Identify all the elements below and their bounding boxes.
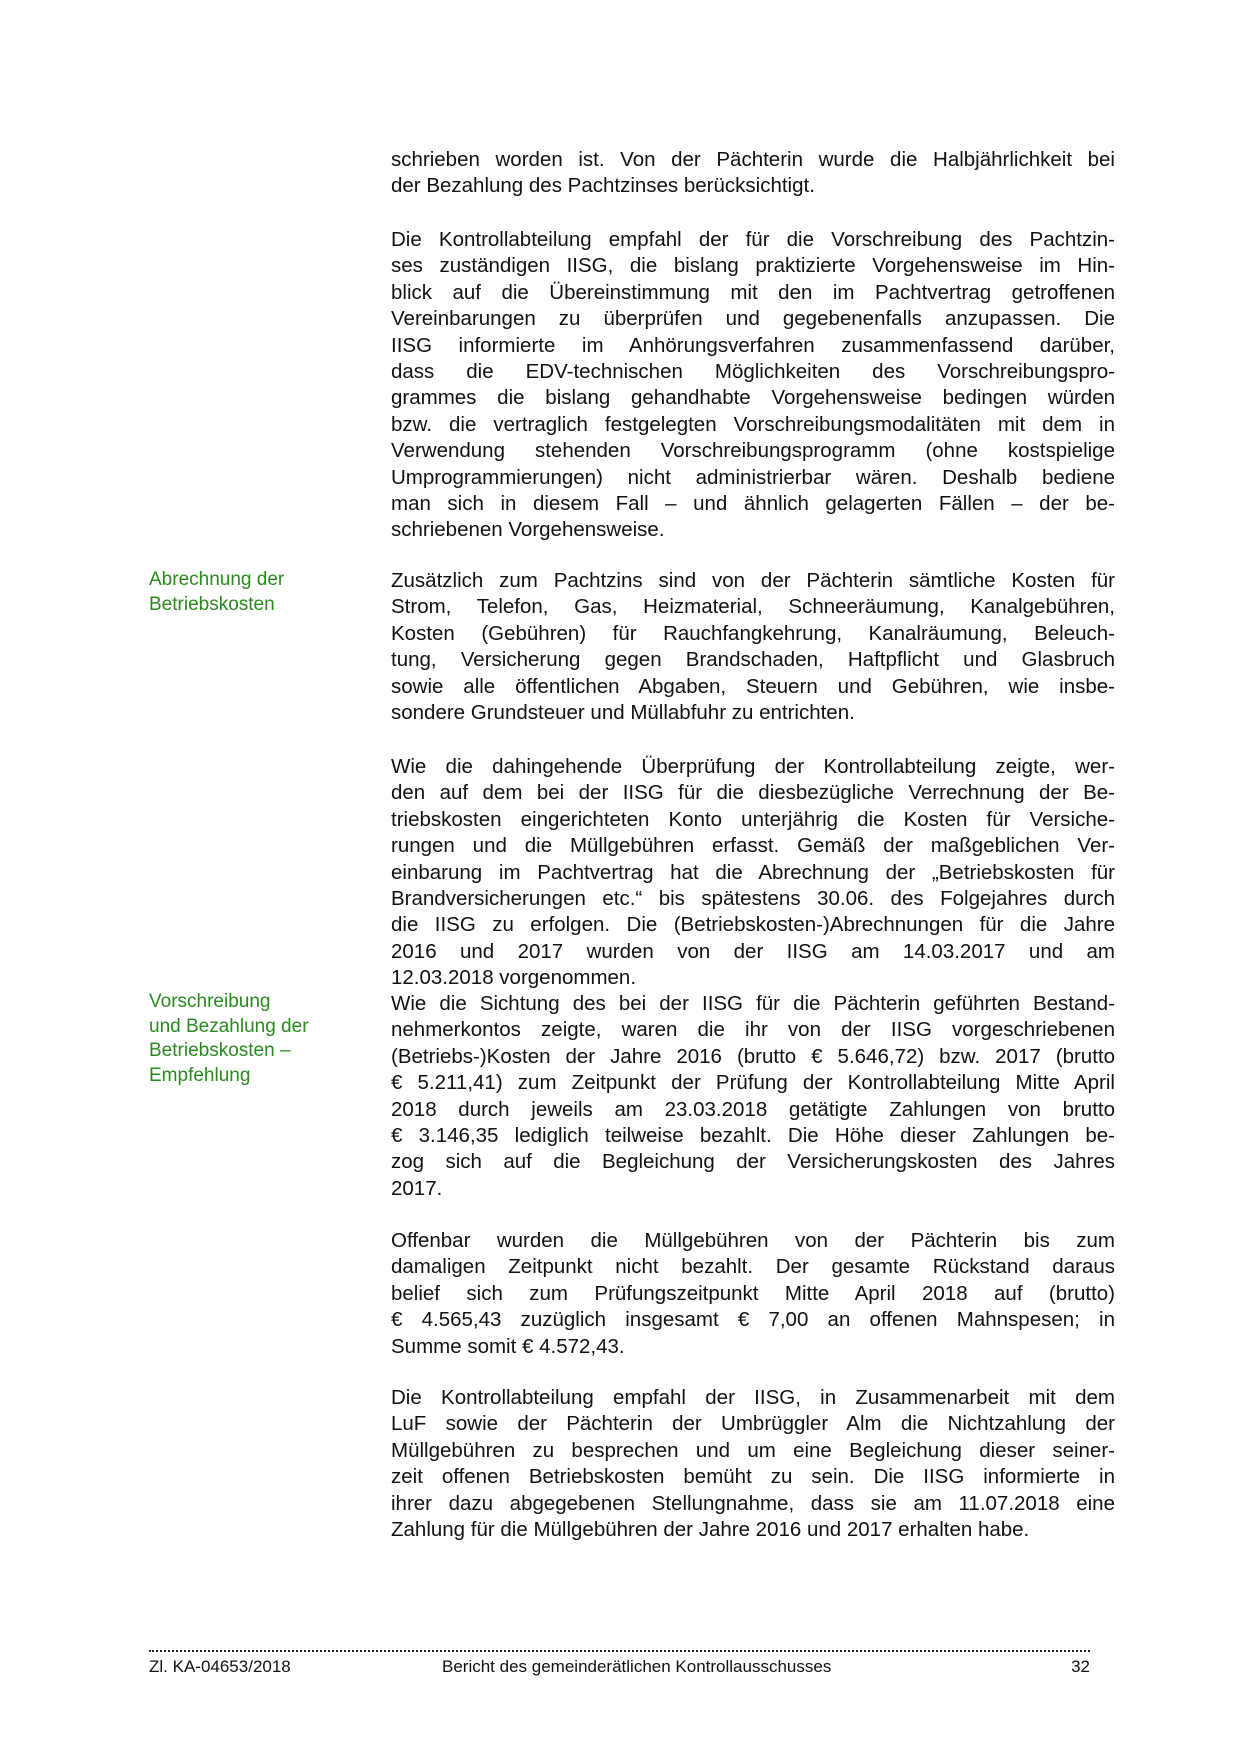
text-line: Müllgebühren zu besprechen und um eine Begleichung dieser seiner- (391, 1438, 1115, 1462)
text-line: Verwendung stehenden Vorschreibungsprogramm (ohne kostspielige (391, 439, 1115, 463)
text-line: schriebenen Vorgehensweise. (391, 518, 665, 542)
text-line: ses zuständigen IISG, die bislang praktizierte Vorgehensweise im Hin- (391, 254, 1115, 278)
text-line: Summe somit € 4.572,43. (391, 1334, 625, 1358)
text-line: zeit offenen Betriebskosten bemüht zu sein. Die IISG informierte in (391, 1465, 1115, 1489)
text-line: Die Kontrollabteilung empfahl der IISG, in Zusammenarbeit mit dem (391, 1386, 1115, 1409)
text-line: Wie die Sichtung des bei der IISG für die Pächterin geführten Bestand- (391, 992, 1115, 1015)
side-label-betriebskosten (149, 568, 284, 617)
text-line: dass die EDV-technischen Möglichkeiten des Vorschreibungspro- (391, 359, 1115, 383)
side-label-vorschreibung (149, 990, 309, 1088)
text-line: blick auf die Übereinstimmung mit den im Pachtvertrag getroffenen (391, 280, 1115, 304)
text-line: tung, Versicherung gegen Brandschaden, Haftpflicht und Glasbruch (391, 648, 1115, 672)
paragraph (391, 1385, 1115, 1543)
text-line: Zusätzlich zum Pachtzins sind von der Pächterin sämtliche Kosten für (391, 569, 1115, 592)
paragraph (391, 1228, 1115, 1360)
footer-divider (149, 1640, 1090, 1652)
text-line: triebskosten eingerichteten Konto unterjährig die Kosten für Versiche- (391, 807, 1115, 831)
paragraph (391, 227, 1115, 544)
text-line: Zahlung für die Müllgebühren der Jahre 2016 und 2017 erhalten habe. (391, 1517, 1030, 1541)
paragraph (391, 991, 1115, 1202)
text-line: sondere Grundsteuer und Müllabfuhr zu entrichten. (391, 700, 855, 724)
text-line: die IISG zu erfolgen. Die (Betriebskosten-)Abrechnungen für die Jahre (391, 913, 1115, 937)
text-line: einbarung im Pachtvertrag hat die Abrechnung der „Betriebskosten für (391, 860, 1115, 884)
text-line: 2018 durch jeweils am 23.03.2018 getätigte Zahlungen von brutto (391, 1097, 1115, 1121)
text-line: Offenbar wurden die Müllgebühren von der Pächterin bis zum (391, 1229, 1115, 1252)
text-line: grammes die bislang gehandhabte Vorgehensweise bedingen würden (391, 386, 1115, 410)
side-label-line: Abrechnung der (149, 569, 285, 590)
text-line: 2016 und 2017 wurden von der IISG am 14.03.2017 und am (391, 939, 1115, 963)
text-line: rungen und die Müllgebühren erfasst. Gemäß der maßgeblichen Ver- (391, 834, 1115, 858)
text-line: Kosten (Gebühren) für Rauchfangkehrung, Kanalräumung, Beleuch- (391, 621, 1115, 645)
side-label-line: Betriebskosten (149, 593, 275, 615)
text-line: € 5.211,41) zum Zeitpunkt der Prüfung der Kontrollabteilung Mitte April (391, 1071, 1115, 1095)
text-line: Die Kontrollabteilung empfahl der für die Vorschreibung des Pachtzin- (391, 228, 1115, 251)
text-line: belief sich zum Prüfungszeitpunkt Mitte April 2018 auf (brutto) (391, 1281, 1115, 1305)
paragraph (391, 568, 1115, 726)
text-line: (Betriebs-)Kosten der Jahre 2016 (brutto € 5.646,72) bzw. 2017 (brutto (391, 1044, 1115, 1068)
text-line: Wie die dahingehende Überprüfung der Kontrollabteilung zeigte, wer- (391, 755, 1115, 778)
side-label-line: Vorschreibung (149, 991, 271, 1012)
footer-title: Bericht des gemeinderätlichen Kontrollausschusses (442, 1657, 832, 1676)
footer-reference: Zl. KA-04653/2018 (149, 1657, 291, 1676)
text-line: LuF sowie der Pächterin der Umbrüggler Alm die Nichtzahlung der (391, 1412, 1115, 1436)
text-line: 12.03.2018 vorgenommen. (391, 966, 637, 990)
side-label-line: und Bezahlung der (149, 1015, 309, 1037)
text-line: den auf dem bei der IISG für die diesbezügliche Verrechnung der Be- (391, 781, 1115, 805)
text-line: nehmerkontos zeigte, waren die ihr von der IISG vorgeschriebenen (391, 1018, 1115, 1042)
text-line: sowie alle öffentlichen Abgaben, Steuern und Gebühren, wie insbe- (391, 674, 1115, 698)
text-line: Vereinbarungen zu überprüfen und gegebenenfalls anzupassen. Die (391, 307, 1115, 331)
text-line: Umprogrammierungen) nicht administrierbar wären. Deshalb bediene (391, 465, 1115, 489)
text-line: € 4.565,43 zuzüglich insgesamt € 7,00 an offenen Mahnspesen; in (391, 1308, 1115, 1332)
side-label-line: Betriebskosten – (149, 1040, 291, 1061)
paragraph (391, 754, 1115, 992)
side-label-line: Empfehlung (149, 1064, 251, 1086)
text-line: zog sich auf die Begleichung der Versicherungskosten des Jahres (391, 1150, 1115, 1174)
text-line: man sich in diesem Fall – und ähnlich gelagerten Fällen – der be- (391, 491, 1115, 515)
text-line: Strom, Telefon, Gas, Heizmaterial, Schneeräumung, Kanalgebühren, (391, 595, 1115, 619)
text-line: schrieben worden ist. Von der Pächterin wurde die Halbjährlichkeit bei (391, 148, 1115, 171)
text-line: der Bezahlung des Pachtzinses berücksichtigt. (391, 174, 815, 198)
text-line: ihrer dazu abgegebenen Stellungnahme, dass sie am 11.07.2018 eine (391, 1491, 1115, 1515)
text-line: bzw. die vertraglich festgelegten Vorschreibungsmodalitäten mit dem in (391, 412, 1115, 436)
text-line: IISG informierte im Anhörungsverfahren zusammenfassend darüber, (391, 333, 1115, 357)
text-line: 2017. (391, 1176, 443, 1200)
text-line: Brandversicherungen etc.“ bis spätestens 30.06. des Folgejahres durch (391, 886, 1115, 910)
text-line: damaligen Zeitpunkt nicht bezahlt. Der gesamte Rückstand daraus (391, 1255, 1115, 1279)
text-line: € 3.146,35 lediglich teilweise bezahlt. Die Höhe dieser Zahlungen be- (391, 1123, 1115, 1147)
paragraph (391, 147, 1115, 200)
page-number: 32 (1071, 1657, 1090, 1676)
